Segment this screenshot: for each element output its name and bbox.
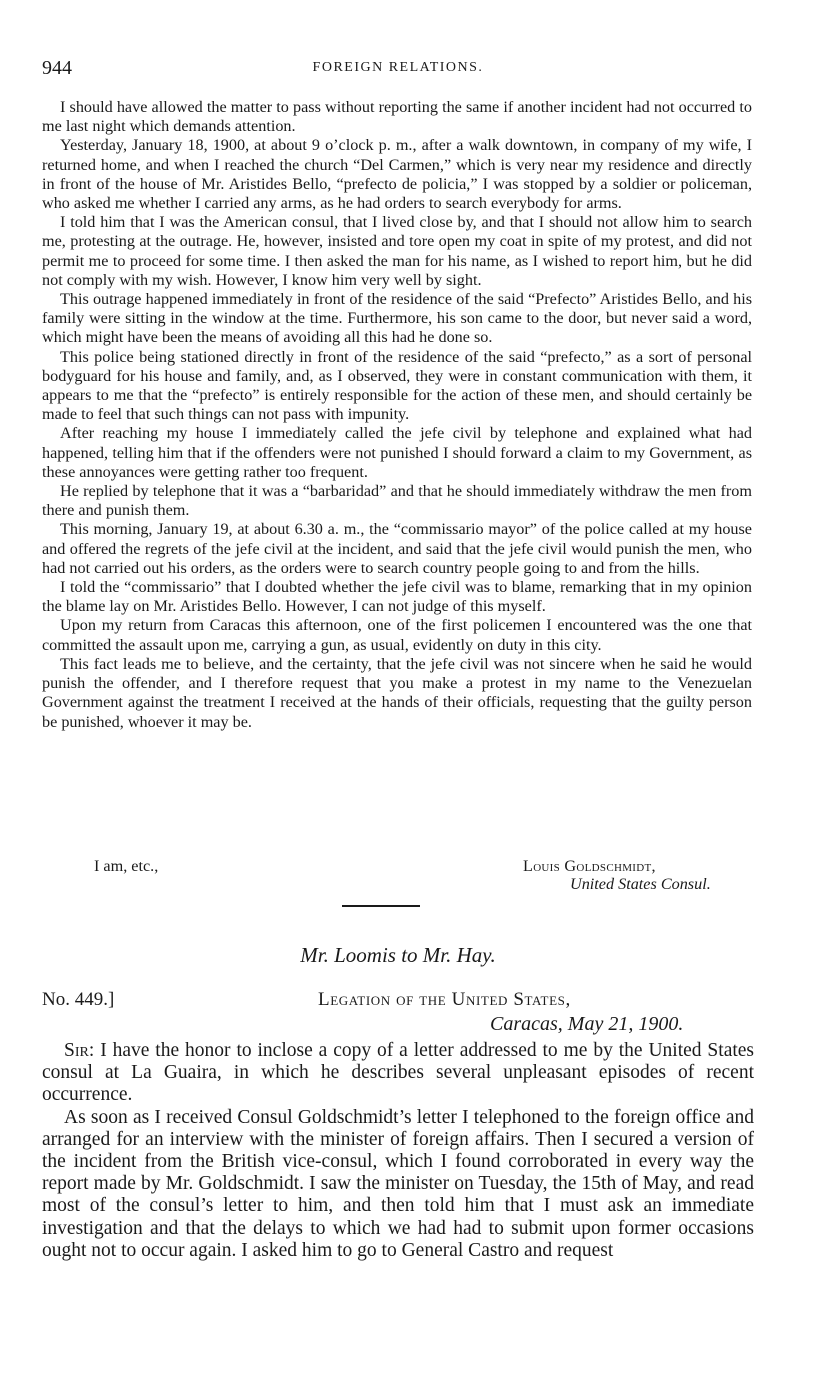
paragraph: I told the “commissario” that I doubted whether the jefe civil was to blame, remarking that in my opinion the blame lay on Mr. Aristides Bello. However, I can not judge of this myself.: [42, 578, 752, 616]
paragraph: [42, 1040, 754, 1107]
paragraph: After reaching my house I immediately called the jefe civil by telephone and explained what had happened, telling him that if the offenders were not punished I should forward a claim to my Government, as these annoyances were getting rather too frequent.: [42, 424, 752, 481]
paragraph: Yesterday, January 18, 1900, at about 9 o’clock p. m., after a walk downtown, in company of my wife, I returned home, and when I reached the church “Del Carmen,” which is very near my residence and directly in front of the house of Mr. Aristides Bello, “prefecto de policia,” I was stopped by a soldier or policeman, who asked me whether I carried any arms, as he had orders to search everybody for arms.: [42, 136, 752, 213]
despatch-number: No. 449.]: [42, 989, 115, 1010]
salutation: Sir:: [64, 1040, 95, 1061]
despatch-body: [42, 1040, 754, 1262]
letter-heading: Mr. Loomis to Mr. Hay.: [300, 943, 496, 967]
running-head: FOREIGN RELATIONS.: [312, 60, 484, 75]
paragraph: I should have allowed the matter to pass without reporting the same if another incident had not occurred to me last night which demands attention.: [42, 98, 752, 136]
paragraph: This police being stationed directly in front of the residence of the said “prefecto,” as a sort of personal bodyguard for his house and family, and, as I observed, they were in constant communication with them, it appears to me that the “prefecto” is entirely responsible for the action of these men, and should certainly be made to feel that such things can not pass with impunity.: [42, 347, 752, 424]
paragraph-text: I have the honor to inclose a copy of a letter addressed to me by the United States consul at La Guaira, in which he describes several unpleasant episodes of recent occurrence.: [42, 1040, 755, 1106]
paragraph: Upon my return from Caracas this afternoon, one of the first policemen I encountered was the one that committed the assault upon me, carrying a gun, as usual, evidently on duty in this city.: [42, 616, 752, 654]
paragraph: I told him that I was the American consul, that I lived close by, and that I should not allow him to search me, protesting at the outrage. He, however, insisted and tore open my coat in spite of my protest, and did not permit me to proceed for some time. I then asked the man for his name, as I wished to report him, but he did not comply with my wish. However, I know him very well by sight.: [42, 213, 752, 289]
paragraph: As soon as I received Consul Goldschmidt’s letter I telephoned to the foreign office and arranged for an interview with the minister of foreign affairs. Then I secured a version of the incident from the British vice-consul, which I found corroborated in every way the report made by Mr. Goldschmidt. I saw the minister on Tuesday, the 15th of May, and read most of the consul’s letter to him, and then told him that I must ask an immediate investigation and that the delays to which we had had to submit upon former occasions ought not to occur again. I asked him to go to General Castro and request: [42, 1106, 754, 1261]
paragraph: He replied by telephone that it was a “barbaridad” and that he should immediately withdraw the men from there and punish them.: [42, 482, 752, 520]
page-number: 944: [42, 57, 72, 79]
legation-line: Legation of the United States,: [318, 989, 571, 1010]
dateline: Caracas, May 21, 1900.: [490, 1013, 684, 1035]
signature-title: United States Consul.: [570, 875, 711, 893]
page-header: [42, 57, 754, 81]
enclosure-letter-body: [42, 98, 752, 732]
section-divider: [342, 905, 420, 907]
paragraph: This fact leads me to believe, and the certainty, that the jefe civil was not sincere when he said he would punish the offender, and I therefore request that you make a protest in my name to the Venezuelan Government against the treatment I received at the hands of their officials, requesting that the guilty person be punished, whoever it may be.: [42, 654, 752, 731]
paragraph: This morning, January 19, at about 6.30 a. m., the “commissario mayor” of the police called at my house and offered the regrets of the jefe civil at the incident, and said that the jefe civil would punish the men, who had not carried out his orders, as the orders were to search country people going to and from the hills.: [42, 520, 752, 577]
complimentary-close: I am, etc.,: [94, 857, 159, 875]
letter-closing: [42, 857, 754, 897]
paragraph: This outrage happened immediately in front of the residence of the said “Prefecto” Aristides Bello, and his family were sitting in the window at the time. Furthermore, his son came to the door, but never said a word, which might have been the means of avoiding all this had he done so.: [42, 290, 752, 347]
signature-name: Louis Goldschmidt,: [523, 857, 656, 875]
